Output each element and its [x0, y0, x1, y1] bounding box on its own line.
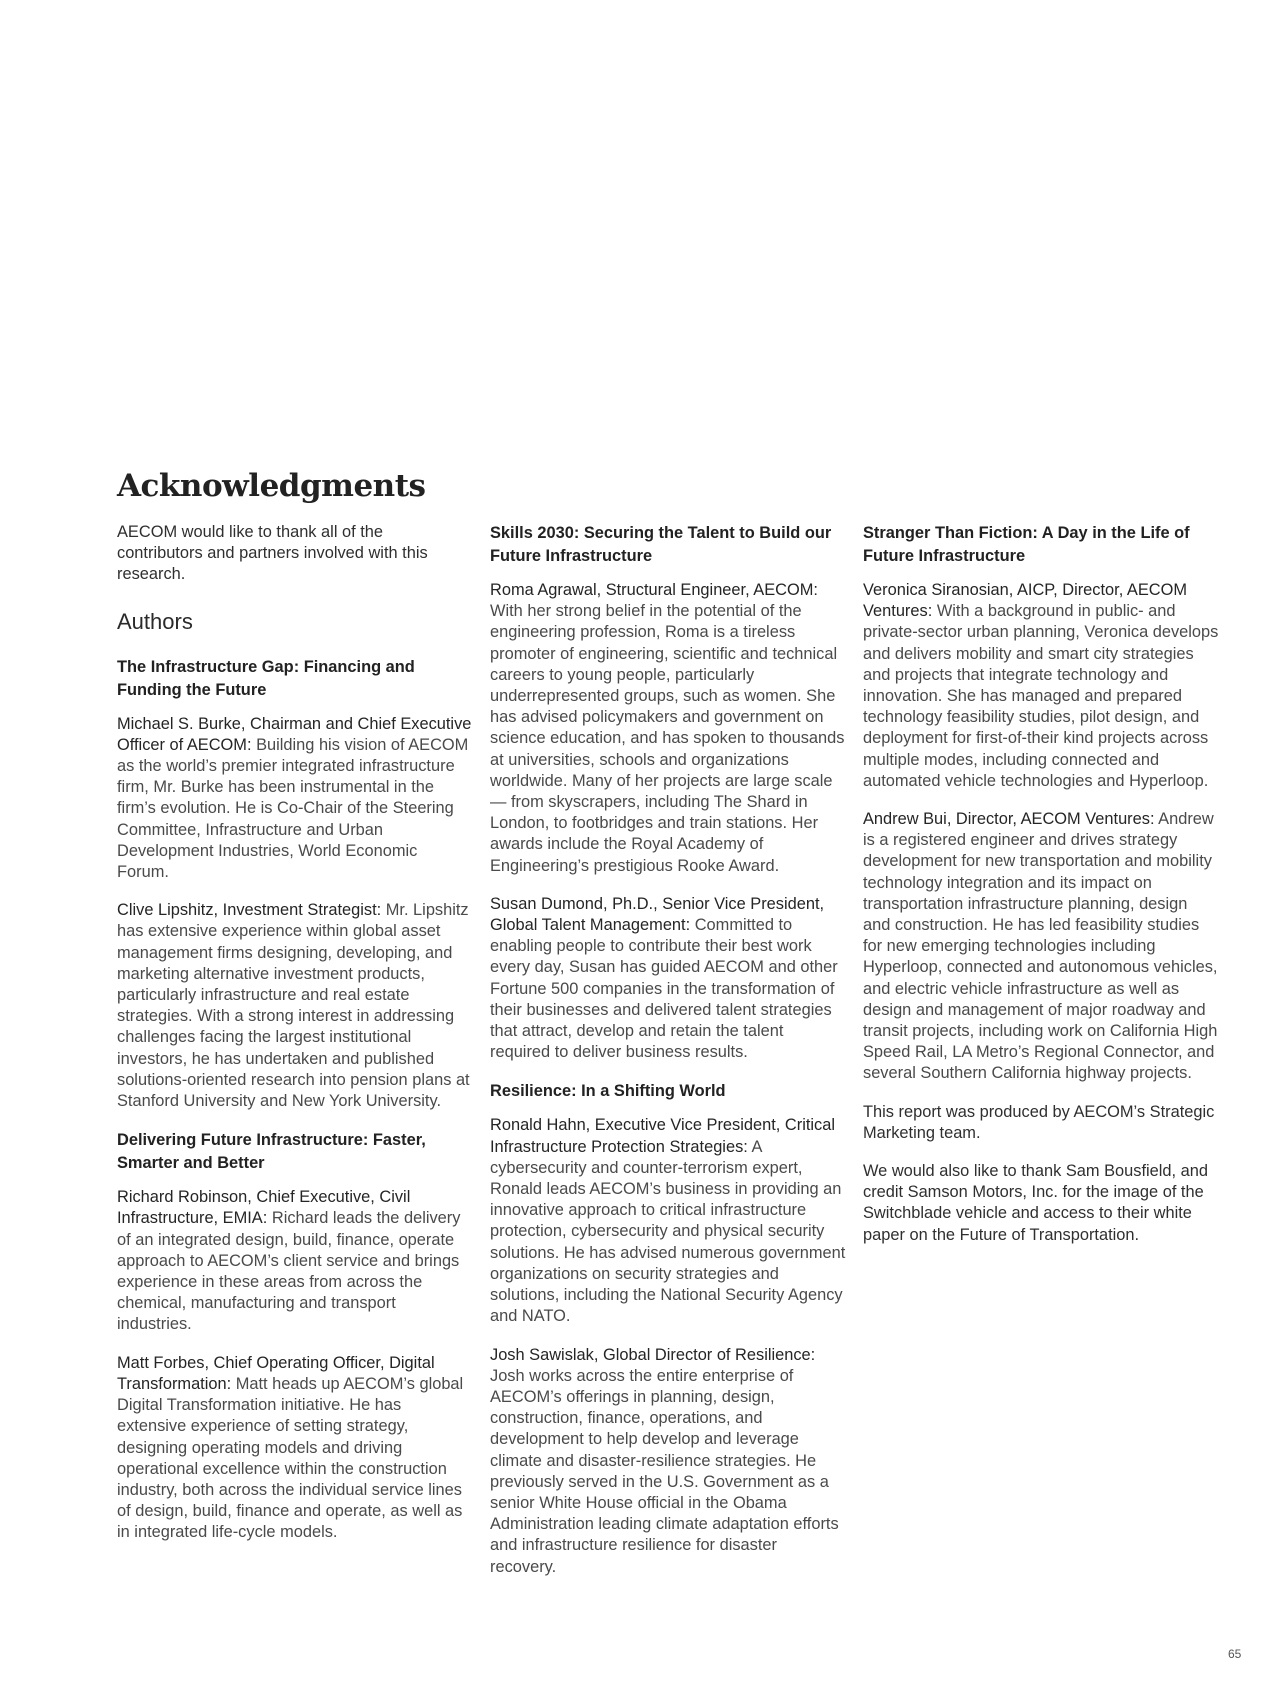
author-name: Andrew Bui, Director, AECOM Ventures:	[863, 810, 1155, 829]
author-name: Clive Lipshitz, Investment Strategist:	[117, 901, 382, 920]
author-bio	[117, 1187, 473, 1335]
author-description: Mr. Lipshitz has extensive experience within global asset management firms designing, developing, and marketing alternative investment products, particularly infrastructure and real estate strategies. With a strong interest in addressing challenges facing the largest institutional investors, he has undertaken and published solutions-oriented research into pension plans at Stanford University and New York University.	[117, 901, 470, 1111]
section-heading: Delivering Future Infrastructure: Faster, Smarter and Better	[117, 1131, 426, 1173]
author-name: Richard Robinson, Chief Executive, Civil Infrastructure, EMIA:	[117, 1188, 411, 1228]
author-description: With her strong belief in the potential of the engineering profession, Roma is a tireless promoter of engineering, scientific and technical careers to young people, particularly underrepresented groups, such as women. She has advised policymakers and government on science education, and has spoken to thousands at universities, schools and organizations worldwide. Many of her projects are large scale — from skyscrapers, including The Shard in London, to footbridges and train stations. Her awards include the Royal Academy of Engineering’s prestigious Rooke Award.	[490, 602, 845, 875]
closing-note-production: This report was produced by AECOM’s Strategic Marketing team.	[863, 1102, 1215, 1142]
section-skills-2030	[490, 522, 846, 1063]
author-name: Ronald Hahn, Executive Vice President, Critical Infrastructure Protection Strategies:	[490, 1116, 835, 1156]
page-number: 65	[1228, 1647, 1242, 1661]
page-title: Acknowledgments	[117, 468, 426, 504]
section-heading: Resilience: In a Shifting World	[490, 1082, 726, 1101]
section-delivering-future-infrastructure	[117, 1129, 473, 1543]
author-bio	[490, 894, 846, 1064]
author-name: Roma Agrawal, Structural Engineer, AECOM:	[490, 581, 818, 599]
author-description: Richard leads the delivery of an integrated design, build, finance, operate approach to AECOM’s client service and brings experience in these areas from across the chemical, manufacturing and transport industries.	[117, 1209, 461, 1334]
intro-text: AECOM would like to thank all of the contributors and partners involved with this research.	[117, 523, 428, 584]
author-description: Committed to enabling people to contribute their best work every day, Susan has guided AECOM and other Fortune 500 companies in the transformation of their businesses and delivered talent strategies that attract, develop and retain the talent required to deliver business results.	[490, 916, 838, 1062]
authors-heading: Authors	[117, 608, 193, 634]
author-bio	[490, 1345, 846, 1578]
author-bio	[863, 580, 1219, 792]
column-middle	[490, 522, 846, 1595]
section-heading: Skills 2030: Securing the Talent to Build our Future Infrastructure	[490, 524, 832, 565]
author-bio	[490, 1115, 846, 1327]
column-right	[863, 522, 1219, 1263]
section-resilience	[490, 1080, 846, 1577]
author-name: Matt Forbes, Chief Operating Officer, Digital Transformation:	[117, 1353, 435, 1393]
author-name: Veronica Siranosian, AICP, Director, AECOM Ventures:	[863, 581, 1188, 621]
author-name: Josh Sawislak, Global Director of Resilience:	[490, 1345, 816, 1364]
section-infrastructure-gap	[117, 656, 473, 1113]
author-bio	[117, 900, 473, 1112]
section-stranger-than-fiction	[863, 522, 1219, 1085]
author-description: With a background in public- and private-sector urban planning, Veronica develops and delivers mobility and smart city strategies and projects that integrate technology and innovation. She has managed and prepared technology feasibility studies, pilot design, and deployment for first-of-their kind projects across multiple modes, including connected and automated vehicle technologies and Hyperloop.	[863, 602, 1219, 790]
author-description: Josh works across the entire enterprise of AECOM’s offerings in planning, design, construction, finance, operations, and development to help develop and leverage climate and disaster-resilience strategies. He previously served in the U.S. Government as a senior White House official in the Obama Administration leading climate adaptation efforts and infrastructure resilience for disaster recovery.	[490, 1366, 839, 1576]
author-description: A cybersecurity and counter-terrorism expert, Ronald leads AECOM’s business in providing an innovative approach to critical infrastructure protection, cybersecurity and physical security solutions. He has advised numerous government organizations on security strategies and solutions, including the National Security Agency and NATO.	[490, 1137, 846, 1326]
author-name: Michael S. Burke, Chairman and Chief Executive Officer of AECOM:	[117, 714, 472, 754]
author-name: Susan Dumond, Ph.D., Senior Vice President, Global Talent Management:	[490, 894, 825, 935]
author-description: Matt heads up AECOM’s global Digital Transformation initiative. He has extensive experience of setting strategy, designing operating models and driving operational excellence within the construction industry, both across the individual service lines of design, build, finance and operate, as well as in integrated life-cycle models.	[117, 1374, 464, 1542]
author-description: Andrew is a registered engineer and drives strategy development for new transportation and mobility technology integration and its impact on transportation infrastructure planning, design and construction. He has led feasibility studies for new emerging technologies including Hyperloop, connected and autonomous vehicles, and electric vehicle infrastructure as well as design and management of major roadway and transit projects, including work on California High Speed Rail, LA Metro’s Regional Connector, and several Southern California highway projects.	[863, 810, 1218, 1083]
author-bio	[117, 714, 473, 884]
closing-note-credits: We would also like to thank Sam Bousfield, and credit Samson Motors, Inc. for the image of the Switchblade vehicle and access to their white paper on the Future of Transportation.	[863, 1162, 1209, 1244]
section-heading: Stranger Than Fiction: A Day in the Life of Future Infrastructure	[863, 524, 1190, 565]
author-bio	[863, 809, 1219, 1085]
section-heading: The Infrastructure Gap: Financing and Funding the Future	[117, 657, 415, 699]
column-left	[117, 522, 473, 1561]
author-description: Building his vision of AECOM as the world’s premier integrated infrastructure firm, Mr. Burke has been instrumental in the firm’s evolution. He is Co-Chair of the Steering Committee, Infrastructure and Urban Development Industries, World Economic Forum.	[117, 735, 469, 882]
author-bio	[117, 1353, 473, 1544]
author-bio	[490, 580, 846, 877]
